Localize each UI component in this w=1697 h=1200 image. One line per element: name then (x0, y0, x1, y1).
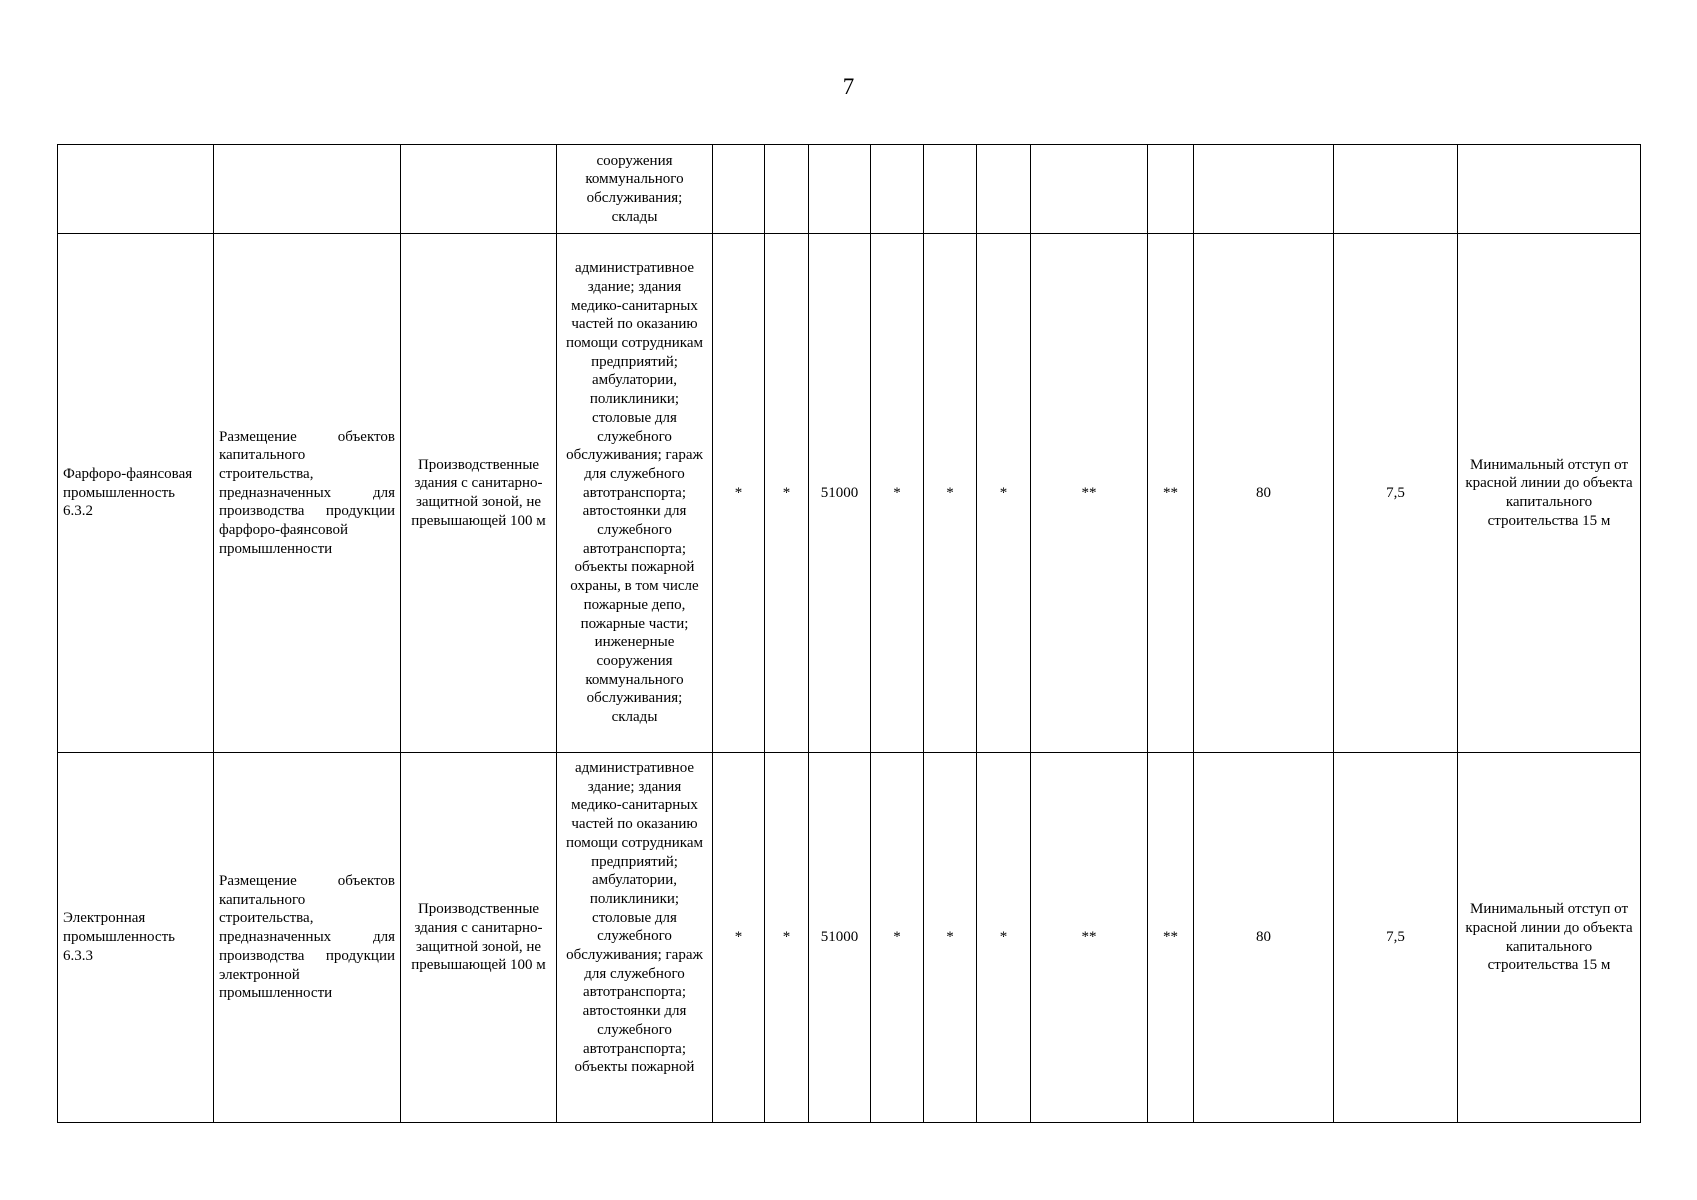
cell-param-3: 51000 (809, 753, 871, 1123)
cell-auxiliary-use: административное здание; здания медико-санитарных частей по оказанию помощи сотрудникам предприятий; амбулатории, поликлиники; столовые для служебного обслуживания; гараж для служебного автотранспорта; автостоянки для служебного автотранспорта; объекты пожарной охраны, в том числе пожарные депо, пожарные части; инженерные сооружения коммунального обслуживания; склады (557, 234, 713, 753)
cell-param-2 (765, 145, 809, 234)
cell-param-4 (871, 145, 924, 234)
table-row (58, 145, 1641, 234)
cell-description: Размещение объектов капитального строительства, предназначенных для производства продукции электронной промышленности (214, 753, 401, 1123)
cell-param-8: ** (1148, 234, 1194, 753)
cell-param-5: * (924, 753, 977, 1123)
cell-param-7: ** (1031, 753, 1148, 1123)
page-number: 7 (842, 74, 855, 99)
cell-param-2: * (765, 234, 809, 753)
cell-param-5 (924, 145, 977, 234)
cell-description (214, 145, 401, 234)
cell-param-7 (1031, 145, 1148, 234)
cell-param-10 (1334, 145, 1458, 234)
cell-auxiliary-use: сооружения коммунального обслуживания; склады (557, 145, 713, 234)
cell-auxiliary-use: административное здание; здания медико-санитарных частей по оказанию помощи сотрудникам предприятий; амбулатории, поликлиники; столовые для служебного обслуживания; гараж для служебного автотранспорта; автостоянки для служебного автотранспорта; объекты пожарной (557, 753, 713, 1123)
table-row (58, 234, 1641, 753)
cell-name (58, 145, 214, 234)
cell-param-4: * (871, 234, 924, 753)
cell-param-10: 7,5 (1334, 234, 1458, 753)
cell-param-2: * (765, 753, 809, 1123)
cell-param-4: * (871, 753, 924, 1123)
cell-param-1: * (713, 234, 765, 753)
cell-name: Фарфоро-фаянсовая промышленность 6.3.2 (58, 234, 214, 753)
cell-param-5: * (924, 234, 977, 753)
cell-param-1 (713, 145, 765, 234)
cell-param-10: 7,5 (1334, 753, 1458, 1123)
cell-param-9 (1194, 145, 1334, 234)
cell-param-6 (977, 145, 1031, 234)
cell-notes: Минимальный отступ от красной линии до объекта капитального строительства 15 м (1458, 234, 1641, 753)
cell-name: Электронная промышленность 6.3.3 (58, 753, 214, 1123)
cell-param-9: 80 (1194, 753, 1334, 1123)
cell-param-3 (809, 145, 871, 234)
cell-notes: Минимальный отступ от красной линии до объекта капитального строительства 15 м (1458, 753, 1641, 1123)
cell-description: Размещение объектов капитального строительства, предназначенных для производства продукции фарфоро-фаянсовой промышленности (214, 234, 401, 753)
cell-main-use: Производственные здания с санитарно-защитной зоной, не превышающей 100 м (401, 234, 557, 753)
cell-main-use: Производственные здания с санитарно-защитной зоной, не превышающей 100 м (401, 753, 557, 1123)
cell-param-9: 80 (1194, 234, 1334, 753)
cell-param-6: * (977, 234, 1031, 753)
cell-notes (1458, 145, 1641, 234)
cell-main-use (401, 145, 557, 234)
table-row (58, 753, 1641, 1123)
cell-param-8: ** (1148, 753, 1194, 1123)
zoning-regulations-table (57, 144, 1641, 1123)
cell-param-3: 51000 (809, 234, 871, 753)
cell-param-1: * (713, 753, 765, 1123)
cell-param-7: ** (1031, 234, 1148, 753)
cell-param-6: * (977, 753, 1031, 1123)
cell-param-8 (1148, 145, 1194, 234)
